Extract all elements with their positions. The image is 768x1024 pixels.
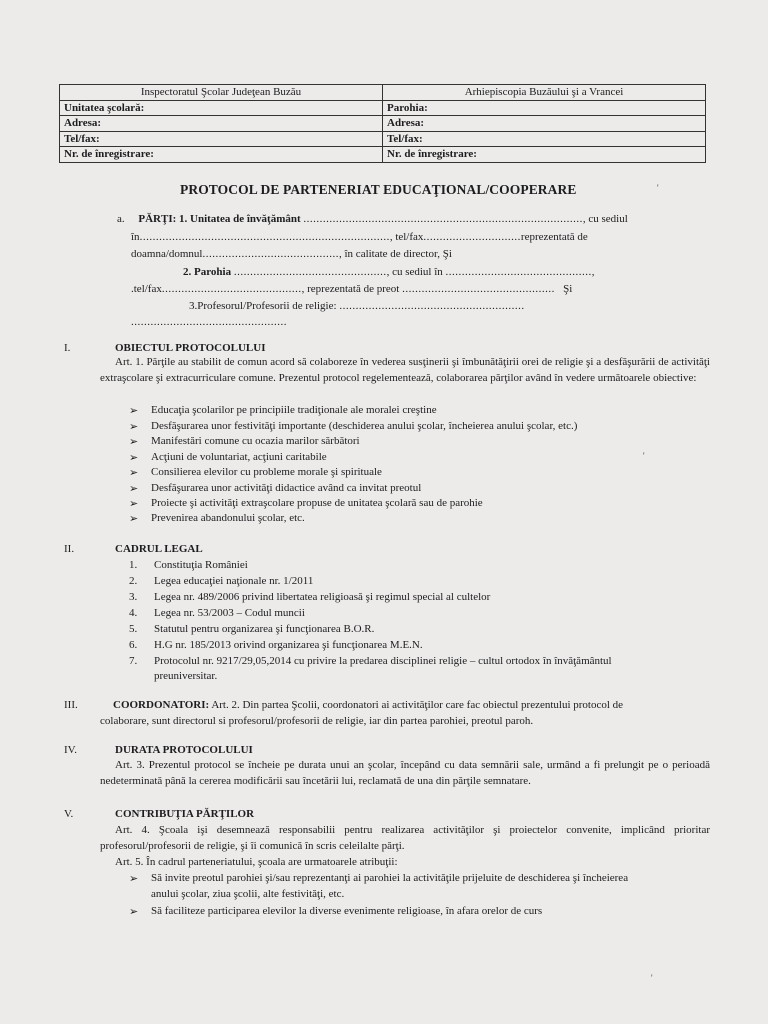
scan-mark: ' bbox=[643, 451, 645, 461]
legal-item-continuation: preuniversitar. bbox=[154, 670, 218, 682]
party-2-telfax-label: .tel/fax bbox=[131, 283, 162, 295]
arrow-bullet-icon: ➢ bbox=[129, 498, 139, 510]
parish-telfax-label: Tel/fax: bbox=[383, 131, 706, 147]
parish-registration-label: Nr. de înregistrare: bbox=[383, 147, 706, 163]
section-3-number: III. bbox=[64, 699, 78, 711]
party-1-location-label: în bbox=[131, 231, 140, 243]
legal-item: 6. H.G nr. 185/2013 orivind organizarea şi funcţionarea M.E.N. bbox=[129, 639, 423, 651]
legal-item: 7. Protocolul nr. 9217/29,05,2014 cu privire la predarea disciplinei religie – cultul ortodox în învăţământul bbox=[129, 655, 612, 667]
document-title: PROTOCOL DE PARTENERIAT EDUCAŢIONAL/COOPERARE bbox=[180, 182, 577, 197]
section-3-line-1 bbox=[113, 699, 623, 712]
parties-letter: a. bbox=[117, 213, 125, 225]
legal-item: 3. Legea nr. 489/2006 privind libertatea religioasă şi regimul special al cultelor bbox=[129, 591, 491, 603]
scan-mark: ' bbox=[651, 973, 653, 983]
school-unit-label: Unitatea şcolară: bbox=[60, 100, 383, 116]
section-5-number: V. bbox=[64, 808, 74, 820]
parties-line-5: .tel/fax..........................................., reprezentată de preot ............................................... Şi bbox=[131, 283, 573, 295]
section-1-number: I. bbox=[64, 342, 71, 354]
arrow-bullet-icon: ➢ bbox=[129, 467, 139, 479]
scan-mark: ' bbox=[657, 183, 659, 193]
section-3-heading: COORDONATORI: bbox=[113, 699, 210, 711]
party-1-director-role: , în calitate de director, Şi bbox=[339, 248, 452, 260]
parties-line-3: doamna/domnul.........................................., în calitate de director, Şi bbox=[131, 248, 452, 260]
parish-label: Parohia: bbox=[383, 100, 706, 116]
school-inspectorate-title: Inspectoratul Şcolar Judeţean Buzău bbox=[60, 85, 383, 101]
legal-item: 4. Legea nr. 53/2003 – Codul muncii bbox=[129, 607, 305, 619]
section-4-number: IV. bbox=[64, 744, 77, 756]
arrow-bullet-icon: ➢ bbox=[129, 873, 139, 885]
arrow-bullet-icon: ➢ bbox=[129, 452, 139, 464]
section-2-number: II. bbox=[64, 543, 75, 555]
school-duty-item-continuation: anului şcolar, ziua şcolii, alte festivităţi, etc. bbox=[151, 888, 345, 900]
arrow-bullet-icon: ➢ bbox=[129, 483, 139, 495]
section-5-heading: CONTRIBUŢIA PĂRŢILOR bbox=[115, 808, 255, 820]
document-page: Inspectoratul Şcolar Judeţean Buzău Arhiepiscopia Buzăului şi a Vrancei Unitatea şcolară: Parohia: Adresa: Adresa: Tel/fax: Tel/fax: Nr. de înregistrare: Nr. de înregistrare: PROTOCOL DE PARTENERIAT EDUCAŢIONAL/COOPERARE a. PĂRŢI: 1. Unitatea de învăţământ ......................................................................................, cu sediul în............................................................................., tel/fax..............................reprezentată de doamna/domnul.........................................., în calitate de director, Şi 2. Parohia ..............................................., cu sediul în ............................................., .tel/fax..........................................., reprezentată de preot ............................................... Şi 3.Profesorul/Profesorii de religie: ......................................................... ................................................ I. OBIECTUL PROTOCOLULUI Art. 1. Părţile au stabilit de comun acord să colaboreze în vederea susţinerii şi îmbunătăţirii orei de religie şi a desfăşurării de activităţi extraşcolare şi extracurriculare comune. Prezentul protocol regelementează, colaborarea părţilor având în vedere următoarele obiective: ➢ Educaţia şcolarilor pe principiile tradiţionale ale moralei creştine ➢ Desfăşurarea unor festivităţi importante (deschiderea anului şcolar, încheierea anului şcolar, etc.) ➢ Manifestări comune cu ocazia marilor sărbători ➢ Acţiuni de voluntariat, acţiuni caritabile ➢ Consilierea elevilor cu probleme morale şi spirituale ➢ Desfăşurarea unor activităţi didactice având ca invitat preotul ➢ Proiecte şi activităţi extraşcolare propuse de unitatea şcolară sau de parohie ➢ Prevenirea abandonului şcolar, etc. II. CADRUL LEGAL 1. Constituţia României 2. Legea educaţiei naţionale nr. 1/2011 3. Legea nr. 489/2006 privind libertatea religioasă şi regimul special al cultelor 4. Legea nr. 53/2003 – Codul muncii 5. Statutul pentru organizarea şi funcţionarea B.O.R. 6. H.G nr. 185/2013 orivind organizarea şi funcţionarea M.E.N. 7. Protocolul nr. 9217/29,05,2014 cu privire la predarea disciplinei religie – cultul ortodox în învăţământul preuniversitar. III. COORDONATORI: Art. 2. Din partea Şcolii, coordonatori ai activităţilor care fac obiectul prezentului protocol de colaborare, sunt directorul si profesorul/profesorii de religie, iar din partea parohiei, preotul paroh. IV. DURATA PROTOCOLULUI Art. 3. Prezentul protocol se încheie pe durata unui an şcolar, începând cu data semnării sale, urmând a fi prelungit pe o perioadă nedeterminată până la cererea modificării sau încetării lui, reclamată de una din părţile semnatare. V. CONTRIBUŢIA PĂRŢILOR Art. 4. Şcoala işi desemnează responsabilii pentru realizarea activităţilor şi proiectelor convenite, implicând prioritar profesorul/profesorii de religie, şi îi comunică în scris celeilalte părţi. Art. 5. În cadrul parteneriatului, şcoala are urmatoarele atribuţii: ➢ Să invite preotul parohiei şi/sau reprezentanţi ai parohiei la activităţile prijeluite de deschiderea şi încheierea anului şcolar, ziua şcolii, alte festivităţi, etc. ➢ Să faciliteze participarea elevilor la diverse evenimente religioase, în afara orelor de curs ' ' ' bbox=[0, 0, 768, 1024]
party-2-and-label: Şi bbox=[563, 283, 573, 295]
arrow-bullet-icon: ➢ bbox=[129, 906, 139, 918]
party-2-label: 2. Parohia bbox=[183, 266, 232, 278]
party-1-telfax-label: , tel/fax bbox=[389, 231, 424, 243]
section-3-line-2: colaborare, sunt directorul si profesorul/profesorii de religie, iar din partea parohiei, preotul paroh. bbox=[100, 715, 534, 727]
archdiocese-title: Arhiepiscopia Buzăului şi a Vrancei bbox=[383, 85, 706, 101]
section-3-text: Art. 2. Din partea Şcolii, coordonatori ai activităţilor care fac obiectul prezentului protocol de bbox=[211, 699, 624, 711]
party-3-label: 3.Profesorul/Profesorii de religie: bbox=[189, 300, 337, 312]
party-1-label: 1. Unitatea de învăţământ bbox=[179, 213, 301, 225]
legal-item: 2. Legea educaţiei naţionale nr. 1/2011 bbox=[129, 575, 314, 587]
parish-address-label: Adresa: bbox=[383, 116, 706, 132]
section-4-heading: DURATA PROTOCOLULUI bbox=[115, 744, 253, 756]
party-1-represented-label: reprezentată de bbox=[520, 231, 588, 243]
parties-line-7: ................................................ bbox=[131, 316, 287, 328]
school-telfax-label: Tel/fax: bbox=[60, 131, 383, 147]
arrow-bullet-icon: ➢ bbox=[129, 421, 139, 433]
legal-item: 1. Constituţia României bbox=[129, 559, 248, 571]
legal-item: 5. Statutul pentru organizarea şi funcţionarea B.O.R. bbox=[129, 623, 375, 635]
section-5-article-5: Art. 5. În cadrul parteneriatului, şcoala are urmatoarele atribuţii: bbox=[115, 856, 398, 868]
section-1-text: Art. 1. Părţile au stabilit de comun acord să colaboreze în vederea susţinerii şi îmbunătăţirii orei de religie şi a desfăşurării de activităţi extraşcolare şi extracurriculare comune. Prezentul protocol regelementează, colaborarea părţilor având în vedere următoarele obiective: bbox=[100, 356, 710, 384]
party-1-tail: , cu sediul bbox=[582, 213, 628, 225]
parties-line-2: în............................................................................., tel/fax..............................reprezentată de bbox=[131, 231, 588, 243]
section-2-heading: CADRUL LEGAL bbox=[115, 543, 203, 555]
header-table bbox=[59, 84, 706, 163]
arrow-bullet-icon: ➢ bbox=[129, 513, 139, 525]
parties-line-4: 2. Parohia ..............................................., cu sediul în ............................................., bbox=[183, 266, 596, 278]
party-2-seat-label: , cu sediul în bbox=[386, 266, 443, 278]
parties-line-6: 3.Profesorul/Profesorii de religie: ......................................................... bbox=[189, 300, 525, 312]
arrow-bullet-icon: ➢ bbox=[129, 405, 139, 417]
party-2-priest-label: , reprezentată de preot bbox=[301, 283, 400, 295]
section-4-text: Art. 3. Prezentul protocol se încheie pe durata unui an şcolar, începând cu data semnării sale, urmând a fi prelungit pe o perioadă nedeterminată până la cererea modificării sau încetării lui, reclamată de una din părţile semnatare. bbox=[100, 759, 710, 787]
section-1-heading: OBIECTUL PROTOCOLULUI bbox=[115, 342, 266, 354]
party-1-director-label: doamna/domnul bbox=[131, 248, 203, 260]
school-registration-label: Nr. de înregistrare: bbox=[60, 147, 383, 163]
parties-heading: PĂRŢI: bbox=[138, 213, 177, 225]
arrow-bullet-icon: ➢ bbox=[129, 436, 139, 448]
parties-line-1: a. PĂRŢI: 1. Unitatea de învăţământ ......................................................................................, cu sediul bbox=[117, 213, 628, 225]
section-5-article-4: Art. 4. Şcoala işi desemnează responsabilii pentru realizarea activităţilor şi proiectelor convenite, implicând prioritar profesorul/profesorii de religie, şi îi comunică în scris celeilalte părţi. bbox=[100, 824, 710, 852]
school-address-label: Adresa: bbox=[60, 116, 383, 132]
